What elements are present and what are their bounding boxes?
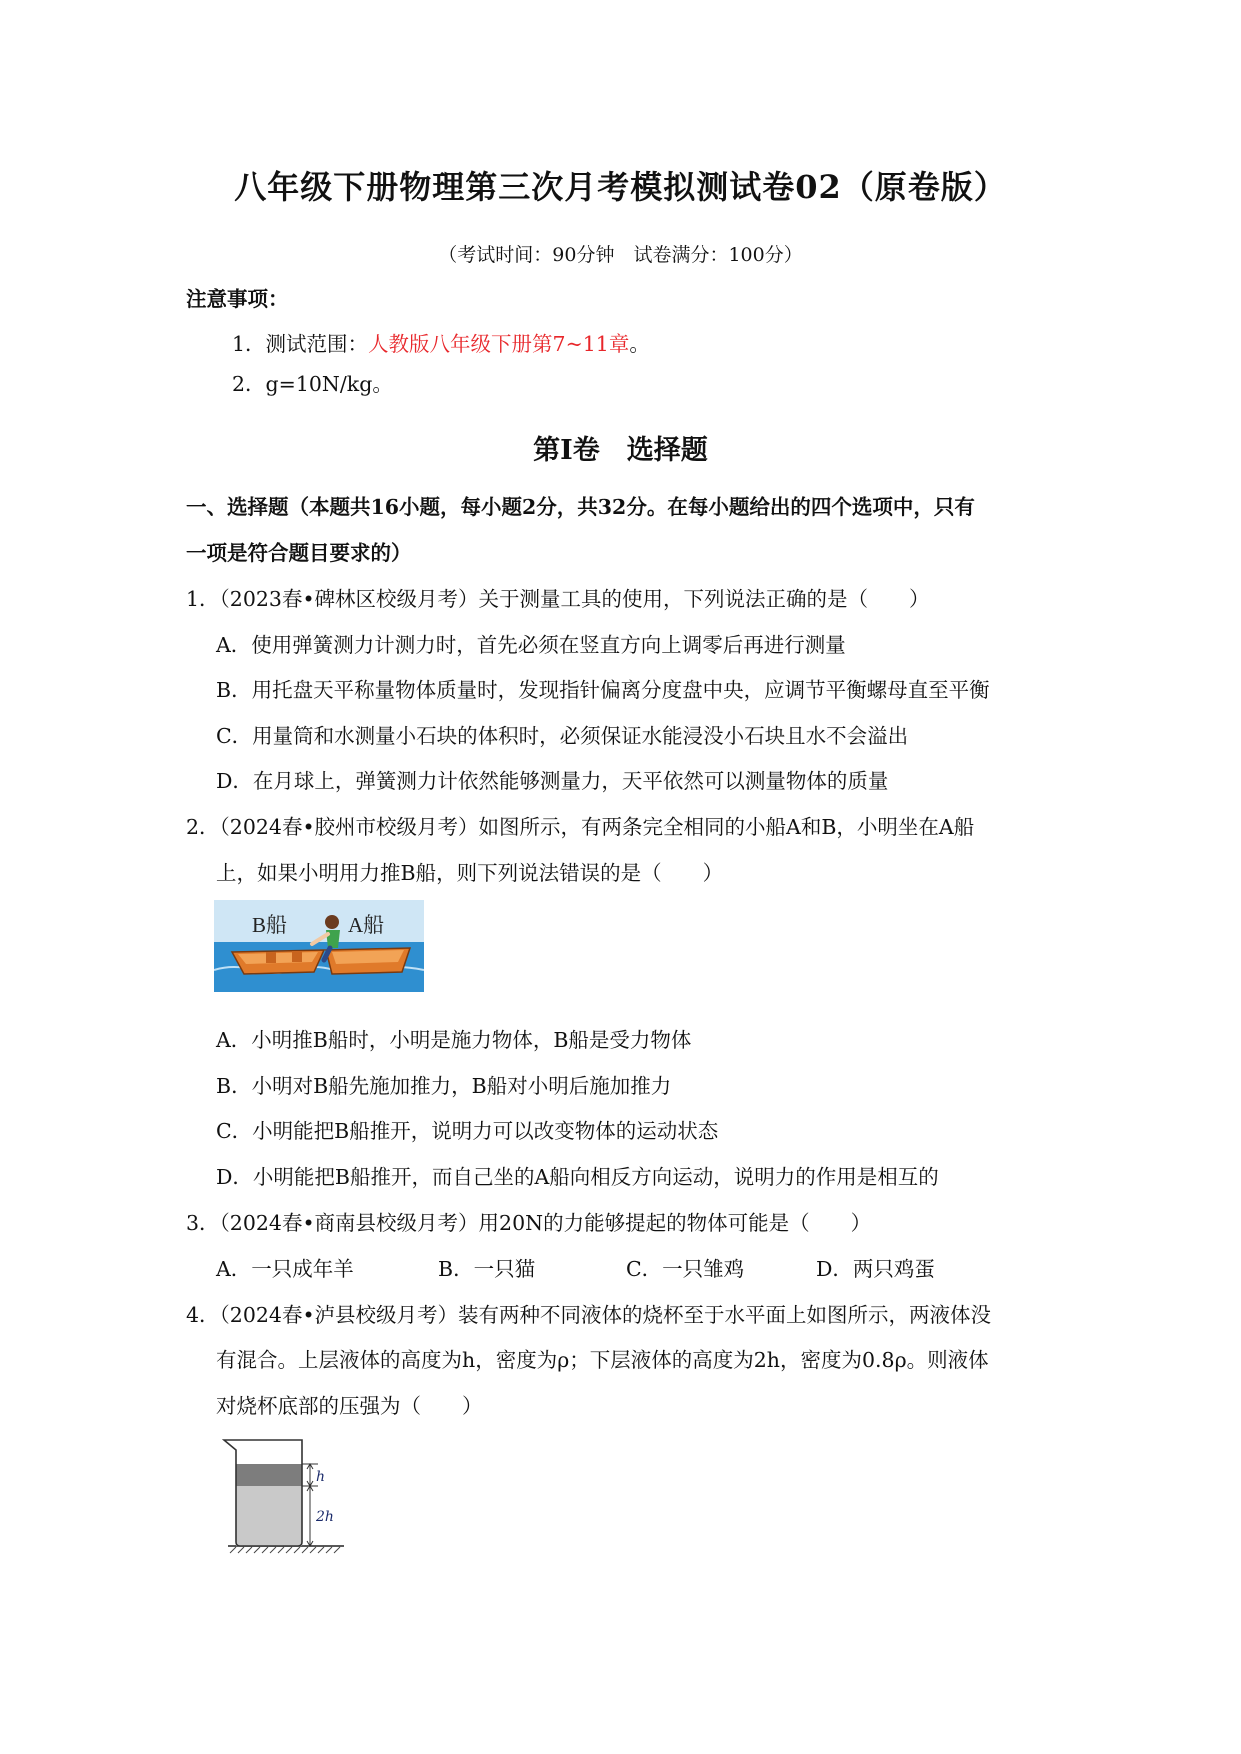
label-boat-b: B船 xyxy=(252,913,288,937)
exam-info: （考试时间：90分钟 试卷满分：100分） xyxy=(438,244,803,266)
q2-option-c: C．小明能把B船推开，说明力可以改变物体的运动状态 xyxy=(216,1119,719,1143)
note-item-1-suffix: 。 xyxy=(629,332,650,356)
upper-liquid xyxy=(236,1464,302,1486)
q1-option-c: C．用量筒和水测量小石块的体积时，必须保证水能浸没小石块且水不会溢出 xyxy=(216,724,909,748)
q4-stem-line-3: 对烧杯底部的压强为（ ） xyxy=(216,1394,483,1418)
q4-stem-line-2: 有混合。上层液体的高度为h，密度为ρ；下层液体的高度为2h，密度为0.8ρ。则液体 xyxy=(216,1348,989,1372)
note-item-1 xyxy=(232,331,650,357)
q2-option-a: A．小明推B船时，小明是施力物体，B船是受力物体 xyxy=(216,1028,692,1052)
q2-stem-line-1: 2．（2024春•胶州市校级月考）如图所示，有两条完全相同的小船A和B，小明坐在A船 xyxy=(186,815,975,839)
note-item-2: 2．g=10N/kg。 xyxy=(232,372,393,396)
label-2h: 2h xyxy=(316,1509,334,1525)
part-heading-line-2: 一项是符合题目要求的） xyxy=(186,541,412,565)
notes-heading: 注意事项： xyxy=(186,287,289,311)
q2-stem-line-2: 上，如果小明用力推B船，则下列说法错误的是（ ） xyxy=(216,861,724,885)
boat-b-seat-2 xyxy=(292,951,302,962)
boat-a-interior xyxy=(332,950,404,964)
q1-stem: 1．（2023春•碑林区校级月考）关于测量工具的使用，下列说法正确的是（ ） xyxy=(186,587,930,611)
q4-stem-line-1: 4．（2024春•泸县校级月考）装有两种不同液体的烧杯至于水平面上如图所示，两液体没 xyxy=(186,1303,992,1327)
boat-b-seat xyxy=(266,952,276,963)
q3-option-b: B．一只猫 xyxy=(438,1257,536,1281)
q2-option-d: D．小明能把B船推开，而自己坐的A船向相反方向运动，说明力的作用是相互的 xyxy=(216,1165,939,1189)
q3-option-a: A．一只成年羊 xyxy=(216,1257,354,1281)
ground-hatch xyxy=(230,1547,340,1553)
beaker-figure xyxy=(222,1436,352,1556)
boats-figure xyxy=(214,900,424,992)
note-item-1-highlight: 人教版八年级下册第7~11章 xyxy=(368,332,630,356)
q1-option-d: D．在月球上，弹簧测力计依然能够测量力，天平依然可以测量物体的质量 xyxy=(216,769,889,793)
label-boat-a: A船 xyxy=(348,913,385,937)
q3-stem: 3．（2024春•商南县校级月考）用20N的力能够提起的物体可能是（ ） xyxy=(186,1211,872,1235)
q2-option-b: B．小明对B船先施加推力，B船对小明后施加推力 xyxy=(216,1074,672,1098)
boy-head xyxy=(325,915,339,929)
q3-option-c: C．一只雏鸡 xyxy=(626,1257,745,1281)
note-item-1-prefix: 1．测试范围： xyxy=(232,332,369,356)
section-title: 第Ⅰ卷 选择题 xyxy=(533,435,708,466)
part-heading-line-1: 一、选择题（本题共16小题，每小题2分，共32分。在每小题给出的四个选项中，只有 xyxy=(186,495,975,519)
q1-option-b: B．用托盘天平称量物体质量时，发现指针偏离分度盘中央，应调节平衡螺母直至平衡 xyxy=(216,678,990,702)
lower-liquid xyxy=(236,1486,302,1546)
q3-option-d: D．两只鸡蛋 xyxy=(816,1257,935,1281)
page-title: 八年级下册物理第三次月考模拟测试卷02（原卷版） xyxy=(234,168,1007,206)
q1-option-a: A．使用弹簧测力计测力时，首先必须在竖直方向上调零后再进行测量 xyxy=(216,633,846,657)
label-h: h xyxy=(316,1469,326,1485)
